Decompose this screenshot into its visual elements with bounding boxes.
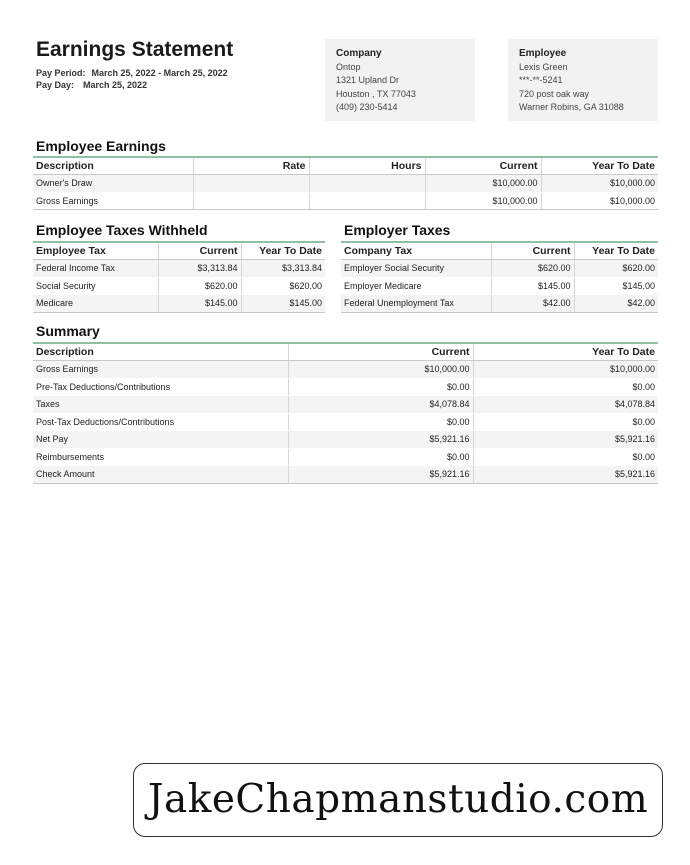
column-header: Description [33,343,288,361]
column-header: Current [425,157,541,175]
table-cell: $5,921.16 [473,466,658,484]
employee-taxes-header-row [33,242,325,260]
table-cell: $4,078.84 [288,396,473,414]
table-cell: $42.00 [491,295,574,313]
table-cell: Post-Tax Deductions/Contributions [33,413,288,431]
table-cell: $10,000.00 [541,175,658,193]
table-cell: Pre-Tax Deductions/Contributions [33,378,288,396]
table-cell: Owner's Draw [33,175,193,193]
table-row [33,192,658,210]
table-cell: $0.00 [288,378,473,396]
table-cell: $145.00 [241,295,325,313]
table-cell: $145.00 [574,277,658,295]
table-cell: $0.00 [473,448,658,466]
table-row [341,277,658,295]
column-header: Year To Date [241,242,325,260]
company-name: Ontop [336,62,361,72]
table-row [33,378,658,396]
table-row [33,396,658,414]
pay-period-value: March 25, 2022 - March 25, 2022 [91,68,228,78]
table-cell: $10,000.00 [473,361,658,379]
employee-ssn: ***-**-5241 [519,75,563,86]
company-address-line2: Houston , TX 77043 [336,88,416,99]
table-cell: $10,000.00 [425,192,541,210]
table-cell: $145.00 [158,295,241,313]
table-cell: $10,000.00 [288,361,473,379]
earnings-table [33,156,658,210]
table-cell: Gross Earnings [33,361,288,379]
table-cell: $4,078.84 [473,396,658,414]
employee-taxes-table [33,241,325,313]
table-row [33,277,325,295]
table-cell [309,192,425,210]
summary-header-row [33,343,658,361]
pay-day-label: Pay Day: [36,80,75,90]
table-cell: $0.00 [288,448,473,466]
table-cell: Federal Unemployment Tax [341,295,491,313]
table-cell: $0.00 [473,413,658,431]
table-cell: $10,000.00 [541,192,658,210]
table-cell: $0.00 [288,413,473,431]
column-header: Hours [309,157,425,175]
company-address-line1: 1321 Upland Dr [336,75,400,86]
employer-taxes-heading: Employer Taxes [344,222,451,238]
column-header: Company Tax [341,242,491,260]
employee-info-box [508,39,658,121]
column-header: Rate [193,157,309,175]
table-row [33,175,658,193]
table-cell: $3,313.84 [158,260,241,278]
table-cell: $5,921.16 [473,431,658,449]
employer-taxes-table [341,241,658,313]
table-cell: Taxes [33,396,288,414]
table-cell: Federal Income Tax [33,260,158,278]
column-header: Description [33,157,193,175]
employee-name: Lexis Green [519,62,568,72]
column-header: Employee Tax [33,242,158,260]
table-row [33,295,325,313]
employee-taxes-heading: Employee Taxes Withheld [36,222,208,238]
table-cell: $620.00 [574,260,658,278]
table-cell: $5,921.16 [288,431,473,449]
column-header: Year To Date [473,343,658,361]
table-row [33,361,658,379]
table-cell: Employer Social Security [341,260,491,278]
table-row [33,260,325,278]
table-cell [193,175,309,193]
company-info-box [325,39,475,121]
table-row [341,260,658,278]
pay-info [36,67,228,91]
statement-title: Earnings Statement [36,38,234,61]
table-row [341,295,658,313]
summary-heading: Summary [36,323,100,339]
earnings-header-row [33,157,658,175]
employee-address-line1: 720 post oak way [519,88,590,99]
table-cell: $3,313.84 [241,260,325,278]
employee-heading: Employee [519,48,567,59]
table-cell: $620.00 [491,260,574,278]
summary-table [33,342,658,484]
table-cell: $620.00 [158,277,241,295]
table-cell: Net Pay [33,431,288,449]
table-cell [193,192,309,210]
table-cell: Check Amount [33,466,288,484]
table-row [33,413,658,431]
table-cell: $145.00 [491,277,574,295]
table-cell: Medicare [33,295,158,313]
table-cell: Social Security [33,277,158,295]
table-cell: Reimbursements [33,448,288,466]
table-cell: $5,921.16 [288,466,473,484]
employer-taxes-header-row [341,242,658,260]
table-cell: $10,000.00 [425,175,541,193]
table-cell: $42.00 [574,295,658,313]
table-cell: Gross Earnings [33,192,193,210]
pay-day-value: March 25, 2022 [83,80,148,90]
table-cell: Employer Medicare [341,277,491,295]
column-header: Year To Date [574,242,658,260]
table-row [33,466,658,484]
column-header: Current [158,242,241,260]
column-header: Current [288,343,473,361]
table-cell: $0.00 [473,378,658,396]
table-row [33,431,658,449]
column-header: Year To Date [541,157,658,175]
table-cell [309,175,425,193]
pay-period-label: Pay Period: [36,68,86,78]
watermark-banner: JakeChapmanstudio.com [133,763,663,837]
column-header: Current [491,242,574,260]
earnings-heading: Employee Earnings [36,138,166,154]
table-row [33,448,658,466]
employee-address-line2: Warner Robins, GA 31088 [519,101,624,112]
table-cell: $620.00 [241,277,325,295]
company-phone: (409) 230-5414 [336,101,398,112]
company-heading: Company [336,48,382,59]
